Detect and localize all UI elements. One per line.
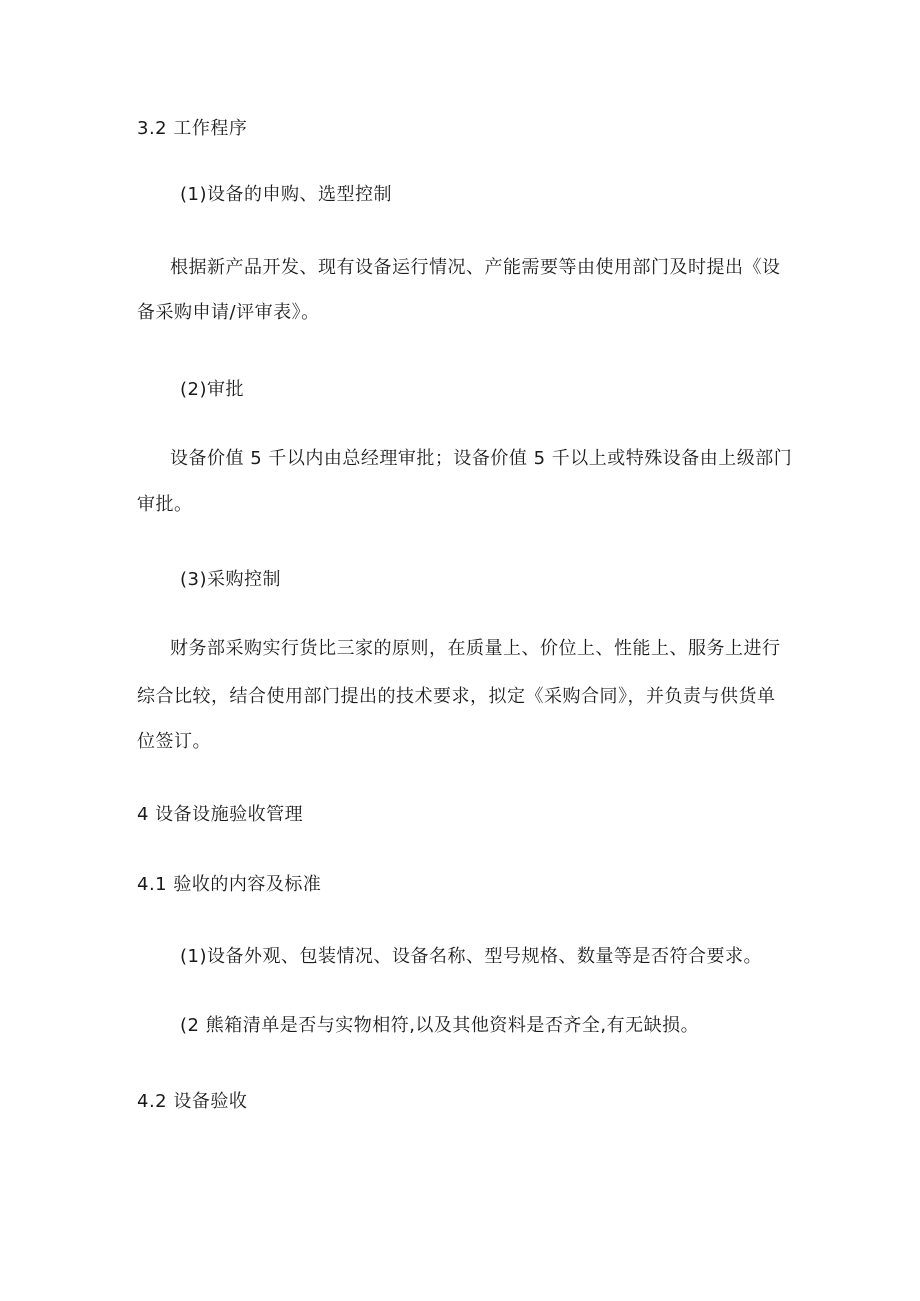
item-3-paragraph-line-1: 财务部采购实行货比三家的原则，在质量上、价位上、性能上、服务上进行 [170, 638, 781, 659]
section-4-1-point-2: (2 熊箱清单是否与实物相符,以及其他资料是否齐全,有无缺损。 [180, 1015, 700, 1036]
item-1-heading: (1)设备的申购、选型控制 [180, 184, 392, 205]
item-2-paragraph-line-2: 审批。 [137, 494, 193, 515]
section-heading-4-1: 4.1 验收的内容及标准 [137, 874, 322, 895]
item-3-heading: (3)采购控制 [180, 569, 281, 590]
item-1-paragraph-line-1: 根据新产品开发、现有设备运行情况、产能需要等由使用部门及时提出《设 [170, 257, 781, 278]
item-2-heading: (2)审批 [180, 379, 244, 400]
item-2-paragraph-line-1: 设备价值 5 千以内由总经理审批；设备价值 5 千以上或特殊设备由上级部门 [170, 448, 793, 469]
section-heading-4: 4 设备设施验收管理 [137, 804, 304, 825]
section-heading-3-2: 3.2 工作程序 [137, 118, 248, 139]
item-1-paragraph-line-2: 备采购申请/评审表》。 [137, 302, 320, 323]
section-4-1-point-1: (1)设备外观、包装情况、设备名称、型号规格、数量等是否符合要求。 [180, 946, 762, 967]
item-3-paragraph-line-3: 位签订。 [137, 731, 211, 752]
item-3-paragraph-line-2: 综合比较，结合使用部门提出的技术要求，拟定《采购合同》，并负责与供货单 [137, 686, 776, 707]
section-heading-4-2: 4.2 设备验收 [137, 1091, 248, 1112]
